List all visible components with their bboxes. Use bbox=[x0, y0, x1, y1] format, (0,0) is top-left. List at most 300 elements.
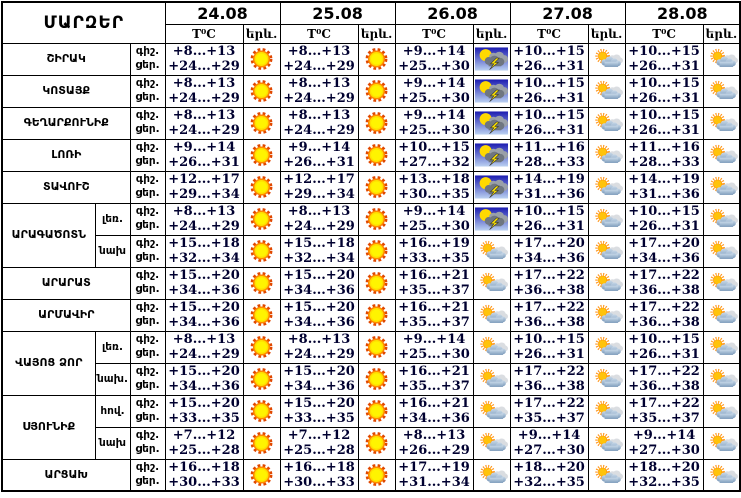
phenomenon-cell bbox=[358, 267, 395, 299]
sun-behind-cloud-icon bbox=[705, 239, 738, 263]
sun-cloud-thunderstorm-icon bbox=[475, 143, 508, 167]
sun-icon bbox=[360, 111, 393, 135]
sun-icon bbox=[360, 399, 393, 423]
day-temperature: +25...+28 bbox=[168, 443, 240, 458]
time-of-day-labels bbox=[130, 459, 165, 491]
temperature-cell bbox=[395, 75, 473, 107]
date-header-row bbox=[2, 2, 740, 24]
day-temperature: +25...+30 bbox=[398, 91, 470, 106]
day-temperature: +27...+30 bbox=[628, 443, 700, 458]
day-temperature: +32...+35 bbox=[513, 474, 585, 490]
day-temperature: +24...+29 bbox=[283, 347, 355, 362]
night-temperature: +17...+22 bbox=[628, 267, 700, 283]
time-of-day-labels bbox=[130, 203, 165, 235]
day-label: ցեր. bbox=[135, 443, 160, 455]
sun-behind-cloud-icon bbox=[475, 399, 508, 423]
time-of-day-labels bbox=[130, 75, 165, 107]
temperature-cell bbox=[625, 427, 703, 459]
day-temperature: +26...+31 bbox=[513, 347, 585, 362]
night-temperature: +7...+12 bbox=[287, 427, 351, 443]
sun-behind-cloud-icon bbox=[705, 431, 738, 455]
sun-behind-cloud-icon bbox=[475, 239, 508, 263]
table-body bbox=[2, 43, 740, 491]
phenomenon-cell bbox=[243, 235, 280, 267]
phenomenon-cell bbox=[358, 139, 395, 171]
sun-cloud-thunderstorm-icon bbox=[475, 111, 508, 135]
zone-label: նախ bbox=[95, 427, 130, 459]
phenomenon-cell bbox=[358, 395, 395, 427]
night-temperature: +8...+13 bbox=[287, 75, 351, 91]
phenomenon-cell bbox=[473, 43, 510, 75]
night-temperature: +15...+20 bbox=[283, 299, 355, 315]
region-name: ՇԻՐԱԿ bbox=[2, 43, 130, 75]
night-temperature: +10...+15 bbox=[513, 43, 585, 59]
night-temperature: +9...+14 bbox=[402, 43, 466, 59]
day-temperature: +36...+38 bbox=[628, 283, 700, 298]
temperature-cell bbox=[280, 331, 358, 363]
sun-behind-cloud-icon bbox=[705, 47, 738, 71]
night-temperature: +10...+15 bbox=[398, 139, 470, 155]
sun-behind-cloud-icon bbox=[590, 303, 623, 327]
sun-behind-cloud-icon bbox=[590, 47, 623, 71]
temperature-cell bbox=[395, 459, 473, 491]
temperature-cell bbox=[510, 459, 588, 491]
day-temperature: +33...+35 bbox=[398, 251, 470, 266]
day-temperature: +30...+33 bbox=[168, 474, 240, 490]
time-of-day-labels bbox=[130, 171, 165, 203]
phenomenon-cell bbox=[473, 107, 510, 139]
temperature-cell bbox=[165, 43, 243, 75]
night-temperature: +11...+16 bbox=[628, 139, 700, 155]
night-temperature: +16...+21 bbox=[398, 299, 470, 315]
sun-icon bbox=[360, 271, 393, 295]
temperature-cell bbox=[510, 139, 588, 171]
day-temperature: +27...+30 bbox=[513, 443, 585, 458]
temperature-cell bbox=[165, 235, 243, 267]
night-temperature: +12...+17 bbox=[168, 171, 240, 187]
temperature-cell bbox=[395, 267, 473, 299]
night-temperature: +16...+19 bbox=[398, 235, 470, 251]
forecast-row bbox=[2, 235, 740, 267]
night-temperature: +17...+22 bbox=[513, 395, 585, 411]
day-label: ցեր. bbox=[135, 283, 160, 295]
night-temperature: +17...+19 bbox=[398, 459, 470, 475]
phenomenon-cell bbox=[703, 171, 740, 203]
day-temperature: +24...+29 bbox=[283, 219, 355, 234]
phenomenon-cell bbox=[358, 235, 395, 267]
temperature-cell bbox=[395, 139, 473, 171]
date-column-3: 26.08 bbox=[395, 2, 510, 24]
region-name: ԼՈՌԻ bbox=[2, 139, 130, 171]
sun-behind-cloud-icon bbox=[475, 271, 508, 295]
temperature-cell bbox=[395, 363, 473, 395]
temperature-cell bbox=[395, 171, 473, 203]
temperature-cell bbox=[165, 331, 243, 363]
night-temperature: +8...+13 bbox=[172, 203, 236, 219]
forecast-row bbox=[2, 139, 740, 171]
night-label: գիշ. bbox=[135, 461, 160, 474]
temperature-cell bbox=[395, 203, 473, 235]
day-temperature: +31...+34 bbox=[398, 474, 470, 490]
phenomenon-cell bbox=[473, 299, 510, 331]
night-temperature: +10...+15 bbox=[513, 107, 585, 123]
night-temperature: +9...+14 bbox=[402, 331, 466, 347]
time-of-day-labels bbox=[130, 299, 165, 331]
night-temperature: +10...+15 bbox=[628, 43, 700, 59]
phenomenon-cell bbox=[703, 395, 740, 427]
day-temperature: +36...+38 bbox=[513, 283, 585, 298]
sun-icon bbox=[360, 303, 393, 327]
time-of-day-labels bbox=[130, 235, 165, 267]
phenomenon-cell bbox=[473, 427, 510, 459]
temperature-cell bbox=[280, 203, 358, 235]
phenomenon-cell bbox=[358, 43, 395, 75]
time-of-day-labels bbox=[130, 267, 165, 299]
night-label: գիշ. bbox=[135, 141, 160, 154]
time-of-day-labels bbox=[130, 427, 165, 459]
phenomenon-cell bbox=[243, 363, 280, 395]
day-temperature: +26...+31 bbox=[628, 59, 700, 74]
phenomenon-cell bbox=[703, 459, 740, 491]
day-label: ցեր. bbox=[135, 123, 160, 135]
night-label: գիշ. bbox=[135, 173, 160, 186]
night-temperature: +8...+13 bbox=[172, 331, 236, 347]
night-label: գիշ. bbox=[135, 365, 160, 378]
day-temperature: +34...+36 bbox=[168, 315, 240, 330]
phenomenon-cell bbox=[358, 459, 395, 491]
day-label: ցեր. bbox=[135, 59, 160, 71]
day-temperature: +35...+37 bbox=[398, 379, 470, 394]
day-temperature: +27...+32 bbox=[398, 155, 470, 170]
temperature-cell bbox=[165, 171, 243, 203]
temperature-cell bbox=[395, 107, 473, 139]
region-name: ՎԱՅՈՑ ՁՈՐ bbox=[2, 331, 95, 395]
phenomenon-cell bbox=[243, 107, 280, 139]
day-temperature: +25...+28 bbox=[283, 443, 355, 458]
night-temperature: +11...+16 bbox=[513, 139, 585, 155]
day-label: ցեր. bbox=[135, 251, 160, 263]
zone-label: նախ bbox=[95, 235, 130, 267]
sun-icon bbox=[245, 335, 278, 359]
phenomenon-cell bbox=[473, 459, 510, 491]
night-temperature: +8...+13 bbox=[287, 331, 351, 347]
night-temperature: +15...+18 bbox=[168, 235, 240, 251]
temperature-cell bbox=[510, 203, 588, 235]
night-temperature: +10...+15 bbox=[628, 331, 700, 347]
temperature-cell bbox=[625, 43, 703, 75]
phenomenon-cell bbox=[243, 43, 280, 75]
temperature-cell bbox=[280, 107, 358, 139]
sun-cloud-thunderstorm-icon bbox=[475, 175, 508, 199]
night-temperature: +16...+18 bbox=[168, 459, 240, 475]
night-label: գիշ. bbox=[135, 45, 160, 58]
night-temperature: +15...+20 bbox=[283, 363, 355, 379]
phenomenon-cell bbox=[243, 395, 280, 427]
night-label: գիշ. bbox=[135, 109, 160, 122]
night-temperature: +15...+20 bbox=[168, 267, 240, 283]
sun-behind-cloud-icon bbox=[705, 143, 738, 167]
region-name: ԳԵՂԱՐՔՈՒՆԻՔ bbox=[2, 107, 130, 139]
sun-icon bbox=[360, 143, 393, 167]
phenomenon-cell bbox=[473, 267, 510, 299]
sun-behind-cloud-icon bbox=[705, 335, 738, 359]
night-temperature: +17...+22 bbox=[513, 267, 585, 283]
temperature-cell bbox=[280, 43, 358, 75]
sun-behind-cloud-icon bbox=[475, 367, 508, 391]
forecast-row bbox=[2, 363, 740, 395]
sun-icon bbox=[245, 175, 278, 199]
phenomenon-cell bbox=[703, 235, 740, 267]
temperature-cell bbox=[510, 75, 588, 107]
time-of-day-labels bbox=[130, 107, 165, 139]
forecast-row bbox=[2, 331, 740, 363]
forecast-row bbox=[2, 203, 740, 235]
day-temperature: +25...+30 bbox=[398, 219, 470, 234]
phenomenon-cell bbox=[588, 427, 625, 459]
time-of-day-labels bbox=[130, 363, 165, 395]
phenomenon-header: երև. bbox=[588, 24, 625, 43]
day-temperature: +26...+31 bbox=[628, 123, 700, 138]
phenomenon-cell bbox=[703, 43, 740, 75]
phenomenon-cell bbox=[473, 171, 510, 203]
phenomenon-cell bbox=[588, 395, 625, 427]
phenomenon-cell bbox=[243, 459, 280, 491]
day-label: ցեր. bbox=[135, 91, 160, 103]
phenomenon-cell bbox=[588, 363, 625, 395]
day-temperature: +36...+38 bbox=[513, 379, 585, 394]
night-temperature: +15...+20 bbox=[168, 363, 240, 379]
phenomenon-cell bbox=[473, 395, 510, 427]
night-temperature: +12...+17 bbox=[283, 171, 355, 187]
phenomenon-cell bbox=[703, 363, 740, 395]
temperature-cell bbox=[625, 203, 703, 235]
sun-icon bbox=[360, 367, 393, 391]
temperature-cell bbox=[165, 395, 243, 427]
phenomenon-cell bbox=[588, 139, 625, 171]
temperature-cell bbox=[280, 267, 358, 299]
day-temperature: +26...+31 bbox=[513, 123, 585, 138]
sun-icon bbox=[360, 463, 393, 487]
day-temperature: +26...+31 bbox=[513, 219, 585, 234]
phenomenon-cell bbox=[473, 363, 510, 395]
forecast-row bbox=[2, 395, 740, 427]
temperature-cell bbox=[280, 363, 358, 395]
phenomenon-cell bbox=[588, 171, 625, 203]
temperature-cell bbox=[625, 299, 703, 331]
sun-icon bbox=[245, 143, 278, 167]
temperature-cell bbox=[395, 395, 473, 427]
night-temperature: +16...+21 bbox=[398, 363, 470, 379]
temperature-cell bbox=[395, 331, 473, 363]
sun-behind-cloud-icon bbox=[705, 79, 738, 103]
night-temperature: +16...+18 bbox=[283, 459, 355, 475]
night-temperature: +15...+18 bbox=[283, 235, 355, 251]
day-temperature: +28...+33 bbox=[513, 155, 585, 170]
forecast-row bbox=[2, 267, 740, 299]
night-label: գիշ. bbox=[135, 301, 160, 314]
night-temperature: +9...+14 bbox=[402, 203, 466, 219]
temp-header: T⁰C bbox=[280, 24, 358, 43]
day-temperature: +24...+29 bbox=[168, 123, 240, 138]
temperature-cell bbox=[165, 107, 243, 139]
temperature-cell bbox=[395, 235, 473, 267]
sun-icon bbox=[245, 431, 278, 455]
night-temperature: +15...+20 bbox=[168, 395, 240, 411]
day-temperature: +34...+36 bbox=[283, 315, 355, 330]
sun-icon bbox=[245, 367, 278, 391]
night-temperature: +13...+18 bbox=[398, 171, 470, 187]
phenomenon-cell bbox=[473, 331, 510, 363]
sun-icon bbox=[245, 303, 278, 327]
night-temperature: +17...+22 bbox=[628, 363, 700, 379]
phenomenon-cell bbox=[243, 427, 280, 459]
night-temperature: +17...+22 bbox=[628, 395, 700, 411]
night-temperature: +9...+14 bbox=[402, 75, 466, 91]
temp-header: T⁰C bbox=[625, 24, 703, 43]
day-label: ցեր. bbox=[135, 474, 160, 487]
temperature-cell bbox=[165, 267, 243, 299]
sun-behind-cloud-icon bbox=[705, 111, 738, 135]
phenomenon-cell bbox=[703, 203, 740, 235]
night-temperature: +8...+13 bbox=[402, 427, 466, 443]
day-temperature: +36...+38 bbox=[628, 379, 700, 394]
night-temperature: +8...+13 bbox=[287, 107, 351, 123]
night-temperature: +16...+21 bbox=[398, 267, 470, 283]
sun-icon bbox=[245, 271, 278, 295]
date-column-2: 25.08 bbox=[280, 2, 395, 24]
temp-header: T⁰C bbox=[510, 24, 588, 43]
temperature-cell bbox=[280, 299, 358, 331]
night-temperature: +8...+13 bbox=[172, 75, 236, 91]
night-temperature: +10...+15 bbox=[628, 203, 700, 219]
temperature-cell bbox=[625, 395, 703, 427]
region-name: ԱՐՑԱԽ bbox=[2, 459, 130, 491]
night-label: գիշ. bbox=[135, 77, 160, 90]
night-temperature: +9...+14 bbox=[517, 427, 581, 443]
table-header bbox=[2, 2, 740, 43]
day-temperature: +24...+29 bbox=[168, 347, 240, 362]
phenomenon-cell bbox=[588, 235, 625, 267]
time-of-day-labels bbox=[130, 43, 165, 75]
region-name: ԿՈՏԱՅՔ bbox=[2, 75, 130, 107]
phenomenon-cell bbox=[588, 331, 625, 363]
sun-icon bbox=[245, 399, 278, 423]
day-temperature: +30...+35 bbox=[398, 187, 470, 202]
day-label: ցեր. bbox=[135, 219, 160, 231]
phenomenon-header: երև. bbox=[473, 24, 510, 43]
zone-label: նախ. bbox=[95, 363, 130, 395]
phenomenon-cell bbox=[473, 235, 510, 267]
forecast-row bbox=[2, 459, 740, 491]
temperature-cell bbox=[625, 75, 703, 107]
sun-behind-cloud-icon bbox=[705, 175, 738, 199]
day-temperature: +24...+29 bbox=[168, 59, 240, 74]
day-temperature: +31...+36 bbox=[513, 187, 585, 202]
day-temperature: +33...+35 bbox=[283, 411, 355, 426]
temperature-cell bbox=[510, 171, 588, 203]
day-temperature: +31...+36 bbox=[628, 187, 700, 202]
phenomenon-cell bbox=[358, 171, 395, 203]
night-temperature: +17...+22 bbox=[628, 299, 700, 315]
sun-behind-cloud-icon bbox=[590, 271, 623, 295]
time-of-day-labels bbox=[130, 331, 165, 363]
phenomenon-cell bbox=[243, 139, 280, 171]
zone-label: լեռ. bbox=[95, 331, 130, 363]
sun-behind-cloud-icon bbox=[590, 431, 623, 455]
date-column-1: 24.08 bbox=[165, 2, 280, 24]
night-temperature: +8...+13 bbox=[172, 107, 236, 123]
day-label: ցեր. bbox=[135, 411, 160, 423]
night-label: գիշ. bbox=[135, 237, 160, 250]
forecast-row bbox=[2, 427, 740, 459]
phenomenon-cell bbox=[703, 427, 740, 459]
temperature-cell bbox=[625, 107, 703, 139]
sun-icon bbox=[360, 207, 393, 231]
sun-cloud-thunderstorm-icon bbox=[475, 79, 508, 103]
sun-icon bbox=[360, 175, 393, 199]
temperature-cell bbox=[395, 427, 473, 459]
temperature-cell bbox=[165, 203, 243, 235]
night-temperature: +18...+20 bbox=[513, 459, 585, 475]
phenomenon-cell bbox=[243, 203, 280, 235]
region-name: ԱՐԱԳԱԾՈՏՆ bbox=[2, 203, 95, 267]
phenomenon-cell bbox=[358, 331, 395, 363]
phenomenon-cell bbox=[358, 107, 395, 139]
sun-behind-cloud-icon bbox=[590, 463, 623, 487]
night-temperature: +9...+14 bbox=[172, 139, 236, 155]
temperature-cell bbox=[625, 235, 703, 267]
phenomenon-header: երև. bbox=[243, 24, 280, 43]
temperature-cell bbox=[510, 235, 588, 267]
night-temperature: +8...+13 bbox=[172, 43, 236, 59]
temperature-cell bbox=[510, 427, 588, 459]
temperature-cell bbox=[165, 427, 243, 459]
sun-behind-cloud-icon bbox=[475, 431, 508, 455]
phenomenon-cell bbox=[358, 203, 395, 235]
day-temperature: +26...+29 bbox=[398, 443, 470, 458]
temperature-cell bbox=[510, 331, 588, 363]
phenomenon-cell bbox=[358, 363, 395, 395]
night-temperature: +17...+20 bbox=[513, 235, 585, 251]
day-label: ցեր. bbox=[135, 347, 160, 359]
temperature-cell bbox=[165, 299, 243, 331]
day-temperature: +34...+36 bbox=[283, 283, 355, 298]
sun-behind-cloud-icon bbox=[590, 111, 623, 135]
forecast-row bbox=[2, 171, 740, 203]
night-label: գիշ. bbox=[135, 333, 160, 346]
night-temperature: +10...+15 bbox=[628, 75, 700, 91]
sun-behind-cloud-icon bbox=[590, 367, 623, 391]
forecast-row bbox=[2, 43, 740, 75]
temperature-cell bbox=[280, 171, 358, 203]
forecast-row bbox=[2, 75, 740, 107]
sun-behind-cloud-icon bbox=[590, 399, 623, 423]
day-temperature: +35...+37 bbox=[398, 283, 470, 298]
forecast-row bbox=[2, 107, 740, 139]
phenomenon-cell bbox=[703, 267, 740, 299]
temperature-cell bbox=[510, 395, 588, 427]
temperature-cell bbox=[165, 459, 243, 491]
day-label: ցեր. bbox=[135, 379, 160, 391]
phenomenon-cell bbox=[703, 107, 740, 139]
temperature-cell bbox=[280, 427, 358, 459]
night-temperature: +15...+20 bbox=[283, 395, 355, 411]
day-temperature: +29...+34 bbox=[283, 187, 355, 202]
night-temperature: +9...+14 bbox=[632, 427, 696, 443]
night-temperature: +8...+13 bbox=[287, 203, 351, 219]
night-temperature: +14...+19 bbox=[628, 171, 700, 187]
temperature-cell bbox=[280, 459, 358, 491]
